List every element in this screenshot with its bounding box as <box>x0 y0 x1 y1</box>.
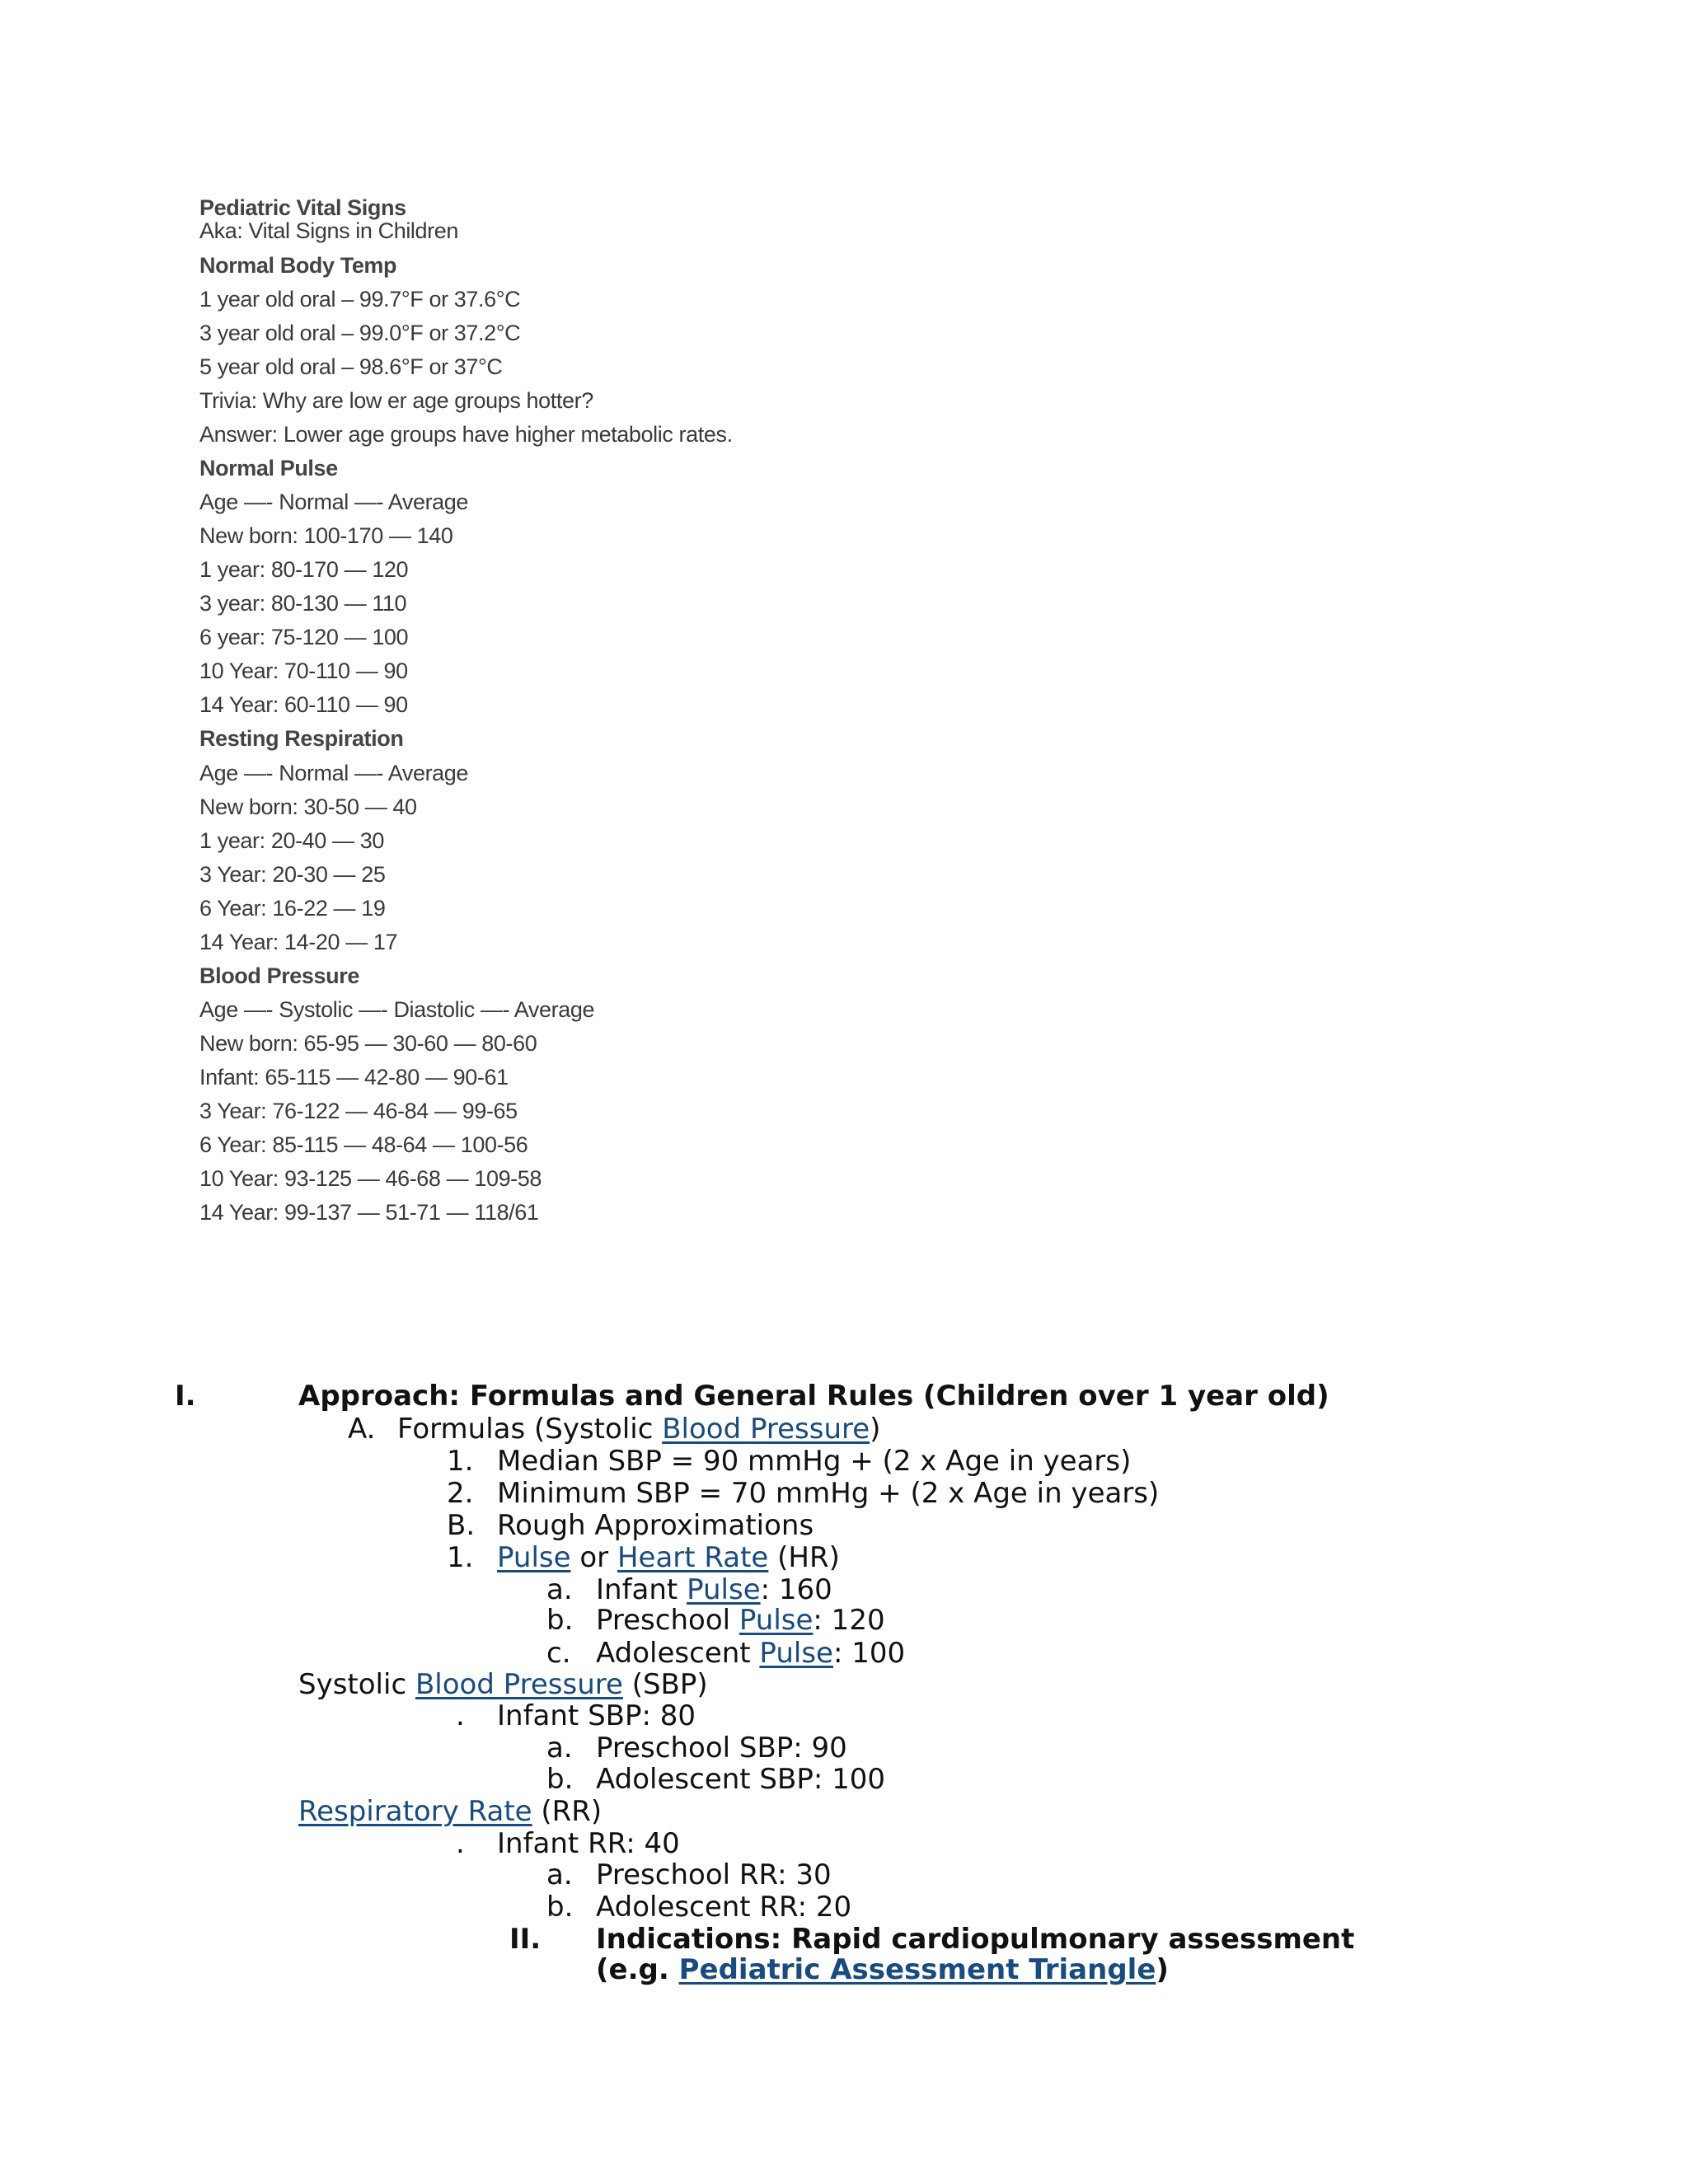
list-item: 14 Year: 60-110 — 90 <box>199 692 408 717</box>
outline-text: ) <box>1156 1953 1169 1986</box>
outline-item: Adolescent RR: 20 <box>596 1891 852 1924</box>
outline-item <box>397 1413 880 1446</box>
pediatric-assessment-triangle-link[interactable]: Pediatric Assessment Triangle <box>678 1953 1156 1986</box>
outline-text: Preschool <box>596 1604 739 1637</box>
resp-header: Age —- Normal —- Average <box>199 761 469 785</box>
answer-line: Answer: Lower age groups have higher metabolic rates. <box>199 422 733 447</box>
outline-item: Preschool RR: 30 <box>596 1858 832 1891</box>
outline-letter: b. <box>546 1891 574 1924</box>
outline-text: (RR) <box>532 1795 603 1828</box>
list-item: 3 Year: 20-30 — 25 <box>199 862 386 887</box>
list-item: 6 Year: 85-115 — 48-64 — 100-56 <box>199 1132 528 1157</box>
section-title-continued <box>596 1953 1169 1986</box>
outline-letter: A. <box>348 1413 376 1446</box>
pulse-link[interactable]: Pulse <box>759 1637 833 1670</box>
outline-item <box>596 1637 905 1670</box>
section-numeral: II. <box>509 1923 542 1956</box>
outline-text: ) <box>870 1413 881 1446</box>
pulse-heading: Normal Pulse <box>199 456 338 480</box>
list-item: 5 year old oral – 98.6°F or 37°C <box>199 354 503 379</box>
outline-letter: b. <box>546 1604 574 1637</box>
resp-heading: Resting Respiration <box>199 726 404 751</box>
outline-number: 1. <box>447 1541 474 1574</box>
bp-heading: Blood Pressure <box>199 963 359 988</box>
list-item: New born: 100-170 — 140 <box>199 523 453 548</box>
trivia-line: Trivia: Why are low er age groups hotter? <box>199 388 593 413</box>
list-item: 6 year: 75-120 — 100 <box>199 625 409 649</box>
outline-item: Preschool SBP: 90 <box>596 1732 847 1765</box>
heart-rate-link[interactable]: Heart Rate <box>617 1541 769 1574</box>
outline-item: Adolescent SBP: 100 <box>596 1763 885 1796</box>
list-item: 10 Year: 70-110 — 90 <box>199 658 408 683</box>
outline-text: : 100 <box>832 1637 906 1670</box>
outline-letter: a. <box>546 1573 573 1606</box>
temp-heading: Normal Body Temp <box>199 253 397 278</box>
list-item: 6 Year: 16-22 — 19 <box>199 896 386 921</box>
page-title: Pediatric Vital Signs <box>199 195 406 220</box>
outline-text: : 120 <box>813 1604 885 1637</box>
list-item: 3 year old oral – 99.0°F or 37.2°C <box>199 321 521 345</box>
pulse-link[interactable]: Pulse <box>738 1604 814 1637</box>
outline-letter: b. <box>546 1763 574 1796</box>
outline-item: Infant RR: 40 <box>497 1827 680 1860</box>
pulse-link[interactable]: Pulse <box>497 1541 571 1574</box>
list-item: 3 year: 80-130 — 110 <box>199 591 407 616</box>
outline-number: 1. <box>447 1445 474 1478</box>
outline-letter: c. <box>546 1637 571 1670</box>
outline-text: (SBP) <box>622 1668 708 1701</box>
outline-text: (e.g. <box>596 1953 679 1986</box>
outline-item <box>298 1668 708 1701</box>
formula-median-sbp: Median SBP = 90 mmHg + (2 x Age in years) <box>497 1445 1132 1478</box>
list-item: 10 Year: 93-125 — 46-68 — 109-58 <box>199 1166 542 1191</box>
bp-header: Age —- Systolic —- Diastolic —- Average <box>199 997 595 1022</box>
outline-letter: a. <box>546 1732 573 1765</box>
outline-text: Systolic <box>298 1668 415 1701</box>
outline-text: Formulas (Systolic <box>397 1413 663 1446</box>
list-item: 1 year: 20-40 — 30 <box>199 828 384 853</box>
section-title: Approach: Formulas and General Rules (Children over 1 year old) <box>298 1380 1329 1413</box>
outline-item <box>497 1541 840 1574</box>
formula-minimum-sbp: Minimum SBP = 70 mmHg + (2 x Age in years) <box>497 1477 1160 1510</box>
list-item: Infant: 65-115 — 42-80 — 90-61 <box>199 1065 509 1090</box>
outline-text: (HR) <box>768 1541 840 1574</box>
section-numeral: I. <box>175 1380 196 1413</box>
outline-text: Adolescent <box>596 1637 760 1670</box>
blood-pressure-link[interactable]: Blood Pressure <box>415 1668 623 1701</box>
list-item: 14 Year: 14-20 — 17 <box>199 930 398 954</box>
outline-item <box>596 1604 885 1637</box>
list-item: 1 year old oral – 99.7°F or 37.6°C <box>199 287 521 312</box>
aka-line: Aka: Vital Signs in Children <box>199 218 458 243</box>
outline-item: Rough Approximations <box>497 1509 814 1542</box>
outline-bullet: . <box>456 1699 465 1732</box>
list-item: New born: 30-50 — 40 <box>199 794 417 819</box>
section-title: Indications: Rapid cardiopulmonary assessment <box>596 1923 1355 1956</box>
pulse-header: Age —- Normal —- Average <box>199 490 469 514</box>
outline-text: Infant <box>596 1573 687 1606</box>
outline-text: or <box>570 1541 617 1574</box>
list-item: 3 Year: 76-122 — 46-84 — 99-65 <box>199 1099 518 1123</box>
list-item: 1 year: 80-170 — 120 <box>199 557 409 582</box>
outline-number: 2. <box>447 1477 474 1510</box>
blood-pressure-link[interactable]: Blood Pressure <box>662 1413 870 1446</box>
list-item: 14 Year: 99-137 — 51-71 — 118/61 <box>199 1200 539 1225</box>
respiratory-rate-link[interactable]: Respiratory Rate <box>298 1795 532 1828</box>
outline-bullet: . <box>456 1827 465 1860</box>
outline-item <box>298 1795 602 1828</box>
outline-item: Infant SBP: 80 <box>497 1699 696 1732</box>
outline-letter: a. <box>546 1858 573 1891</box>
outline-text: : 160 <box>760 1573 832 1606</box>
pulse-link[interactable]: Pulse <box>687 1573 761 1606</box>
outline-letter: B. <box>447 1509 476 1542</box>
list-item: New born: 65-95 — 30-60 — 80-60 <box>199 1031 537 1056</box>
outline-item <box>596 1573 832 1606</box>
